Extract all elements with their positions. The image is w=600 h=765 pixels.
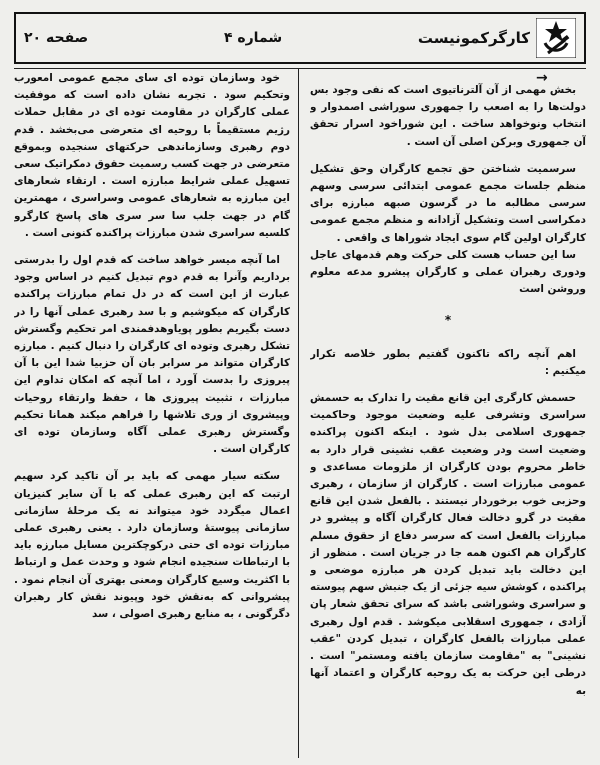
brand xyxy=(418,18,576,58)
issue-number: شماره ۴ xyxy=(223,30,283,46)
brand-title: کارگرکمونیست xyxy=(417,29,530,47)
left-paragraph-3: سکته سیار مهمی که باید بر آن تاکید کرد سهیم ارتبت که این رهبری عملی که با آن سایر کنیزیان اعمال میگردد خود میتواند نه یک مرحلهٔ سازمانی سازمانی پیوستهٔ وسازمان دارد . یعنی رهبری عملی مبارزات توده ای حتی درکوچکترین مسایل مبارزه باید با ارتباطات سنجیده انجام شود و وحدت عمل و ارتباط با اکثریت وسیع کارگران ومعنی بهتری آن انجام نمود . پیشروانی که به‌نقش خود وپیوند نقش کار رهبران دگرگونی ، به منابع رهبری اصولی ، سد xyxy=(14,470,290,621)
left-paragraph-2: اما آنچه میسر خواهد ساخت که قدم اول را بدرستی برداریم وآنرا به قدم دوم تبدیل کنیم در اساس وجود عبارت از این است که در دل تمام مبارزات پراکنده کارگران که میکوشیم و با سد رهبری عملی آنها را در دست بگیریم بطور پویاوهدفمندی امر تحکیم وگسترش تشکل رهبری وتوده ای کارگران را دنبال کنیم . مبارزه کارگران متواند مر سرابر بان آن حزبیا شدا این با آن پیروزی را بدست آورد ، اما آنچه که امکان تداوم این مبارزات ، تثبیت پیروزی ها ، حفظ وارتقاء روحیات وپیشروی از وری تلاشها را فراهم میکند همانا تحکیم وگسترش رهبری عملی آگاه وسازمان توده ای کارگران است . xyxy=(14,254,290,456)
continuation-arrow-icon: → xyxy=(536,70,548,86)
header-rule xyxy=(14,68,586,69)
left-column xyxy=(14,70,290,760)
section-separator: * xyxy=(444,313,452,328)
hammer-sickle-logo-icon xyxy=(536,18,576,58)
right-paragraph-4: حسمش کارگری این قانع مقیت را تدارک به حسمش سراسری وتشرفی علیه وضعیت موجود وحاکمیت جمهوری اسلامی بدل شود . اینکه اکنون پراکنده وضعیت است ودر وضعیت عقب نشینی قرار دارد به خاطر محروم بودن کارگران از ملزومات مساعدی و عمومی مبارزات است . کارگران از سازمان ، رهبری وحزبی خوب برخوردار نیستند . بالفعل شدن این قانع مقیت در گرو دخالت فعال کارگران آگاه و پیشرو در مبارزات بالفعل است که سرسر دفاع از حقوق مسلم کارگران هم اکنون همه جا در جریان است . منظور از این دخالت باید تبدیل کردن هر مبارزه موضعی و پراکنده ، کوشش سیه جزئی از یک جنبش سهم پیوسته و سراسری وشوراشی باشد که سرای تحقق شعار پان آزادی ، جمهوری اسقلابی میکوشد . قدم اول رهبری عملی مبارزات بالفعل کارگران ، تبدیل کردن "عقب نشینی" به "مقاومت سازمان یافته ومستمر" است . درطی این حرکت به یک روحیه کارگران و اعتماد آنها به xyxy=(310,392,586,697)
column-rule xyxy=(298,68,299,758)
right-paragraph-2: سرسمیت شناختن حق تجمع کارگران وحق تشکیل منظم جلسات مجمع عمومی ابتدائی سرسی وسهم سرسی مطالبه ما در گرسون صبهه مبارزه برای دمکراسی است وتشکیل آزادانه و منظم مجمع عمومی کارگران اولین گام سوی ایجاد شوراها ی واقعی . xyxy=(310,162,586,244)
right-paragraph-3: سا این حساب هست کلی حرکت وهم قدمهای عاجل ودوری رهبران عملی و کارگران پیشرو مدعه معلوم وروشن است xyxy=(310,248,586,296)
left-paragraph-1: خود وسازمان توده ای سای مجمع عمومی امعورب وتحکیم سود . تجربه نشان داده است که موفقیت عملی کارگران در مقاومت توده ای در مقابل حملات رژیم مستقیماً با روحیه ای متعرضی می‌بخشد . قدم دوم رهبری وسازماندهی حرکتهای سنجیده وبموقع متعرضی در جهت کسب رسمیت حقوق دمکراتیک سعی تسهیل عملی شرایط مبارزه است . ارتقاء شعارهای این مبارزه به شعارهای عمومی وسراسری ، مهمترین گام در جهت جلب سا سر سری های پاسخ کارگرو کلسیه سراسری شدن مبارزات پراکنده کنونی است . xyxy=(14,72,290,239)
page-number: صفحه ۲۰ xyxy=(24,30,89,46)
masthead xyxy=(14,12,586,64)
summary-heading: اهم آنچه راکه تاکنون گفتیم بطور خلاصه تکرار میکنیم : xyxy=(310,347,586,377)
right-column xyxy=(310,70,586,760)
right-paragraph-1: بخش مهمی از آن آلترناتیوی است که نفی وجود بس دولت‌ها را به اصعب را جمهوری سوراشی اصمدوار و انتخاب ونوخواهد ساخت . این شوراخود اسرار تحقق آن جمهوری وبرکن اصلی آن است . xyxy=(310,84,586,148)
